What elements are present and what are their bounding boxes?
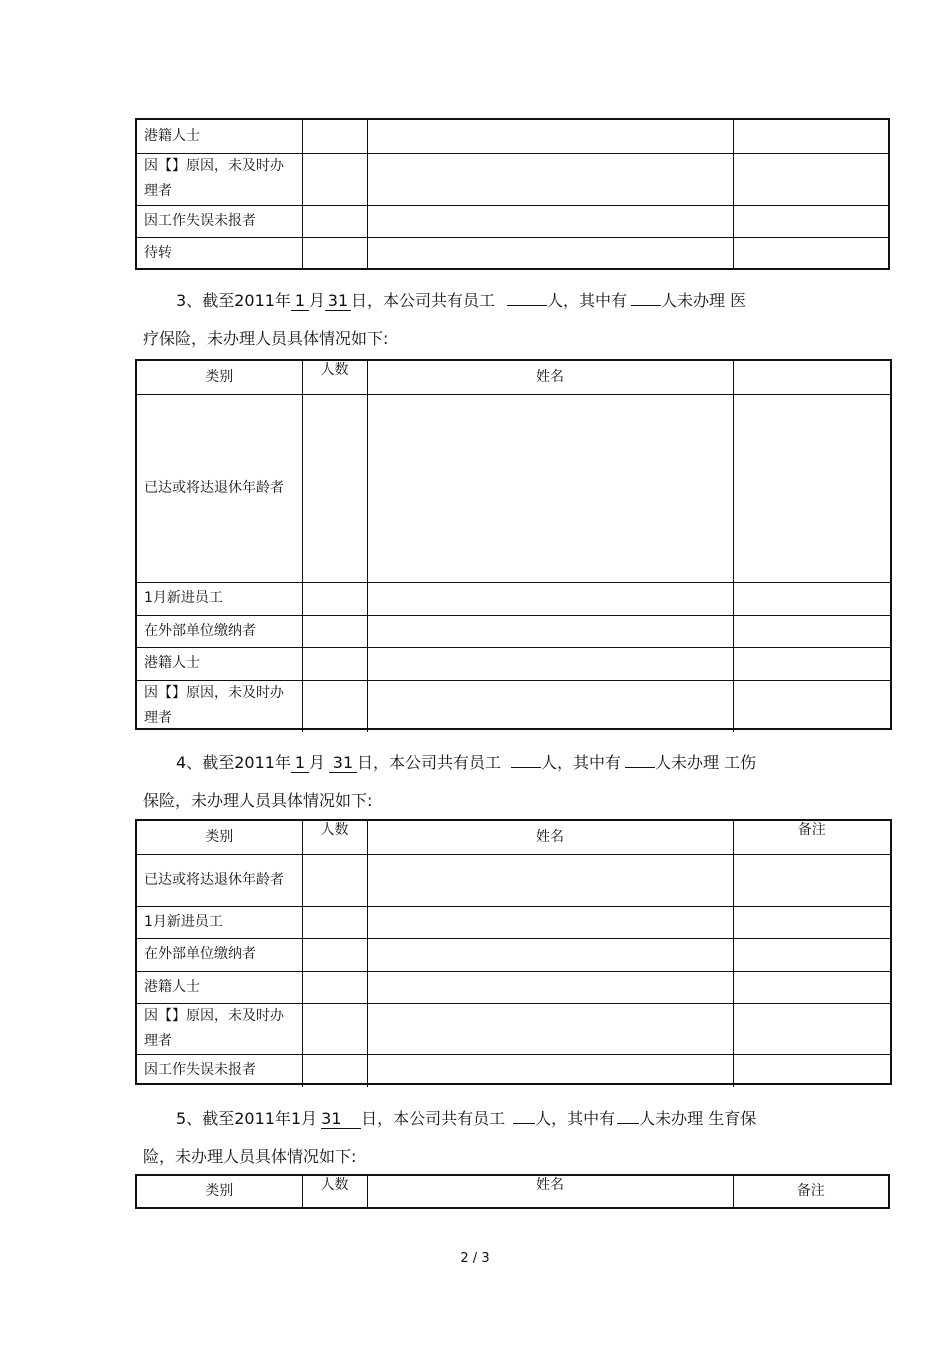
row-label: 因工作失误未报者 bbox=[137, 1054, 302, 1087]
note-cell[interactable] bbox=[733, 237, 888, 270]
note-cell[interactable] bbox=[733, 582, 890, 615]
note-cell[interactable] bbox=[733, 647, 890, 680]
text: 人未办理 医 bbox=[660, 291, 747, 310]
table-header-row bbox=[137, 821, 890, 854]
section-4-line-1 bbox=[176, 753, 756, 773]
row-label: 港籍人士 bbox=[137, 971, 302, 1003]
name-cell[interactable] bbox=[367, 394, 733, 582]
text: 日，本公司共有员工 bbox=[361, 1109, 506, 1128]
table-row bbox=[137, 237, 888, 270]
text: 日，本公司共有员工 bbox=[350, 291, 495, 310]
table-injury-insurance bbox=[135, 819, 892, 1085]
note-cell[interactable] bbox=[733, 615, 890, 647]
page-number: 2 / 3 bbox=[460, 1251, 490, 1266]
count-cell[interactable] bbox=[302, 647, 367, 680]
section-4-line-2: 保险，未办理人员具体情况如下: bbox=[143, 791, 373, 810]
missing-count-blank[interactable] bbox=[631, 305, 661, 306]
count-cell[interactable] bbox=[302, 615, 367, 647]
year: 2011 bbox=[234, 1109, 275, 1128]
row-label: 因【】原因，未及时办理者 bbox=[137, 680, 302, 732]
text: 月 bbox=[308, 291, 325, 310]
section-5-line-1 bbox=[176, 1109, 756, 1129]
count-cell[interactable] bbox=[302, 906, 367, 938]
row-label: 1月新进员工 bbox=[137, 582, 302, 615]
note-cell[interactable] bbox=[733, 854, 890, 906]
table-row bbox=[137, 120, 888, 153]
table-row bbox=[137, 1003, 890, 1054]
header-count: 人数 bbox=[302, 1176, 367, 1207]
table-row bbox=[137, 153, 888, 205]
row-label: 在外部单位缴纳者 bbox=[137, 938, 302, 971]
name-cell[interactable] bbox=[367, 205, 733, 237]
name-cell[interactable] bbox=[367, 1054, 733, 1087]
header-name: 姓名 bbox=[367, 1176, 733, 1207]
row-label: 港籍人士 bbox=[137, 120, 302, 153]
name-cell[interactable] bbox=[367, 153, 733, 205]
name-cell[interactable] bbox=[367, 120, 733, 153]
year: 2011 bbox=[234, 753, 275, 772]
header-note: 备注 bbox=[733, 821, 890, 854]
row-label: 因【】原因，未及时办理者 bbox=[137, 1003, 302, 1054]
note-cell[interactable] bbox=[733, 971, 890, 1003]
table-row bbox=[137, 205, 888, 237]
total-employees-blank[interactable] bbox=[511, 767, 541, 768]
name-cell[interactable] bbox=[367, 906, 733, 938]
note-cell[interactable] bbox=[733, 938, 890, 971]
count-cell[interactable] bbox=[302, 971, 367, 1003]
text: 人，其中有 bbox=[535, 1109, 616, 1128]
count-cell[interactable] bbox=[302, 120, 367, 153]
text: 月 bbox=[301, 1109, 318, 1128]
text: 年 bbox=[274, 291, 291, 310]
total-employees-blank[interactable] bbox=[513, 1123, 535, 1124]
count-cell[interactable] bbox=[302, 237, 367, 270]
count-cell[interactable] bbox=[302, 1003, 367, 1054]
month-blank[interactable]: 1 bbox=[291, 754, 309, 773]
section-number: 3、 bbox=[176, 291, 203, 310]
header-name: 姓名 bbox=[367, 361, 733, 394]
section-3-line-2: 疗保险，未办理人员具体情况如下: bbox=[143, 329, 389, 348]
count-cell[interactable] bbox=[302, 205, 367, 237]
note-cell[interactable] bbox=[733, 205, 888, 237]
text: 人，其中有 bbox=[546, 291, 627, 310]
table-row bbox=[137, 854, 890, 906]
row-label: 港籍人士 bbox=[137, 647, 302, 680]
text: 截至 bbox=[202, 291, 235, 310]
row-label: 已达或将达退休年龄者 bbox=[137, 854, 302, 906]
name-cell[interactable] bbox=[367, 680, 733, 732]
count-cell[interactable] bbox=[302, 1054, 367, 1087]
table-row bbox=[137, 971, 890, 1003]
section-5-line-2: 险，未办理人员具体情况如下: bbox=[143, 1147, 357, 1166]
year: 2011 bbox=[234, 291, 275, 310]
text: 人未办理 生育保 bbox=[639, 1109, 757, 1128]
count-cell[interactable] bbox=[302, 394, 367, 582]
header-name: 姓名 bbox=[367, 821, 733, 854]
name-cell[interactable] bbox=[367, 582, 733, 615]
note-cell[interactable] bbox=[733, 1054, 890, 1087]
note-cell[interactable] bbox=[733, 394, 890, 582]
table-row bbox=[137, 647, 890, 680]
header-note: 备注 bbox=[733, 1176, 888, 1207]
table-row bbox=[137, 680, 890, 732]
name-cell[interactable] bbox=[367, 237, 733, 270]
text: 年 bbox=[274, 753, 291, 772]
row-label: 因工作失误未报者 bbox=[137, 205, 302, 237]
note-cell[interactable] bbox=[733, 153, 888, 205]
text: 月 bbox=[308, 753, 325, 772]
table-row bbox=[137, 938, 890, 971]
header-note bbox=[733, 361, 890, 394]
section-number: 4、 bbox=[176, 753, 203, 772]
table-row bbox=[137, 906, 890, 938]
day-blank[interactable]: 31 bbox=[321, 1110, 361, 1129]
day-blank[interactable]: 31 bbox=[329, 754, 357, 773]
name-cell[interactable] bbox=[367, 615, 733, 647]
note-cell[interactable] bbox=[733, 1003, 890, 1054]
table-header-row bbox=[137, 361, 890, 394]
table-row bbox=[137, 582, 890, 615]
row-label: 已达或将达退休年龄者 bbox=[137, 394, 302, 582]
name-cell[interactable] bbox=[367, 647, 733, 680]
note-cell[interactable] bbox=[733, 120, 888, 153]
name-cell[interactable] bbox=[367, 854, 733, 906]
count-cell[interactable] bbox=[302, 680, 367, 732]
table-medical-insurance bbox=[135, 359, 892, 730]
header-count: 人数 bbox=[302, 361, 367, 394]
row-label: 因【】原因，未及时办理者 bbox=[137, 153, 302, 205]
table-maternity-insurance bbox=[135, 1174, 890, 1209]
header-count: 人数 bbox=[302, 821, 367, 854]
count-cell[interactable] bbox=[302, 854, 367, 906]
count-cell[interactable] bbox=[302, 153, 367, 205]
header-category: 类别 bbox=[137, 821, 302, 854]
row-label: 1月新进员工 bbox=[137, 906, 302, 938]
row-label: 待转 bbox=[137, 237, 302, 270]
row-label: 在外部单位缴纳者 bbox=[137, 615, 302, 647]
table-row bbox=[137, 394, 890, 582]
text: 截至 bbox=[202, 753, 235, 772]
text: 人未办理 工伤 bbox=[654, 753, 757, 772]
table-header-row bbox=[137, 1176, 888, 1207]
text: 日，本公司共有员工 bbox=[356, 753, 501, 772]
section-number: 5、 bbox=[176, 1109, 203, 1128]
month: 1 bbox=[290, 1109, 302, 1128]
name-cell[interactable] bbox=[367, 938, 733, 971]
text: 截至 bbox=[202, 1109, 235, 1128]
table-continued bbox=[135, 118, 890, 270]
note-cell[interactable] bbox=[733, 680, 890, 732]
text: 年 bbox=[274, 1109, 291, 1128]
section-3-line-1 bbox=[176, 291, 746, 311]
missing-count-blank[interactable] bbox=[617, 1123, 639, 1124]
header-category: 类别 bbox=[137, 361, 302, 394]
text: 人，其中有 bbox=[540, 753, 621, 772]
day-blank[interactable]: 31 bbox=[325, 292, 351, 311]
total-employees-blank[interactable] bbox=[507, 305, 547, 306]
name-cell[interactable] bbox=[367, 971, 733, 1003]
table-row bbox=[137, 1054, 890, 1087]
month-blank[interactable]: 1 bbox=[291, 292, 309, 311]
header-category: 类别 bbox=[137, 1176, 302, 1207]
table-row bbox=[137, 615, 890, 647]
note-cell[interactable] bbox=[733, 906, 890, 938]
missing-count-blank[interactable] bbox=[625, 767, 655, 768]
count-cell[interactable] bbox=[302, 582, 367, 615]
name-cell[interactable] bbox=[367, 1003, 733, 1054]
count-cell[interactable] bbox=[302, 938, 367, 971]
